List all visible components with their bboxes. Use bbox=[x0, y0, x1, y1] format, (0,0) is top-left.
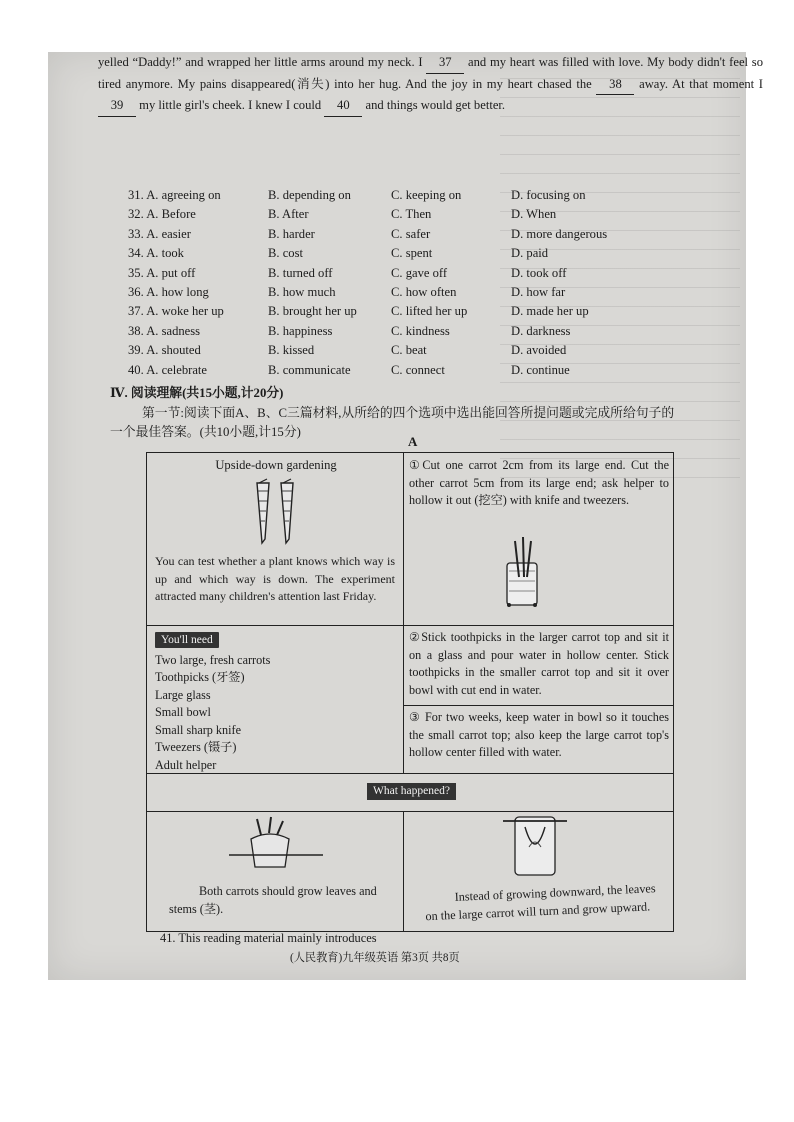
blank-40: 40 bbox=[324, 95, 362, 117]
option-a: 40. A. celebrate bbox=[128, 362, 208, 377]
question-41: 41. This reading material mainly introduces bbox=[160, 931, 377, 945]
option-b: B. cost bbox=[268, 246, 303, 261]
option-d: D. focusing on bbox=[511, 188, 586, 202]
option-row bbox=[128, 186, 728, 205]
option-d: D. continue bbox=[511, 362, 570, 377]
reading-heading: Upside-down gardening bbox=[215, 458, 337, 472]
option-c: C. keeping on bbox=[391, 188, 462, 202]
list-item: Two large, fresh carrots bbox=[155, 652, 271, 667]
section-title: Ⅳ. 阅读理解(共15小题,计20分) bbox=[110, 386, 284, 400]
list-item: Adult helper bbox=[155, 757, 217, 772]
option-a: 31. A. agreeing on bbox=[128, 188, 221, 202]
cloze-passage bbox=[50, 52, 763, 117]
table-divider bbox=[147, 811, 673, 812]
option-row bbox=[128, 225, 728, 244]
passage-text: yelled “Daddy!” and wrapped her little arms around my neck. I bbox=[98, 55, 427, 69]
blank-37: 37 bbox=[426, 52, 464, 74]
option-a: 37. A. woke her up bbox=[128, 304, 224, 319]
option-a: 32. A. Before bbox=[128, 207, 196, 222]
result1-text: Both carrots should grow leaves and stems (茎). bbox=[169, 884, 377, 916]
list-item: Toothpicks (牙签) bbox=[155, 670, 245, 684]
option-a: 36. A. how long bbox=[128, 284, 209, 299]
option-d: D. took off bbox=[511, 265, 567, 280]
answer-options bbox=[128, 186, 728, 380]
option-a: 34. A. took bbox=[128, 246, 184, 261]
passage-text: away. At that moment I bbox=[634, 76, 763, 91]
option-c: C. safer bbox=[391, 226, 431, 241]
carrot-pair-drawing-icon bbox=[245, 477, 305, 547]
blank-39: 39 bbox=[98, 95, 136, 117]
option-c: C. Then bbox=[391, 207, 432, 222]
option-row bbox=[128, 244, 728, 263]
step3-text: ③ For two weeks, keep water in bowl so it touches the small carrot top; also keep the large carrot top's hollow center filled with water. bbox=[409, 710, 669, 759]
toothpick-glass-drawing-icon bbox=[489, 531, 559, 611]
option-row bbox=[128, 264, 728, 283]
option-d: D. more dangerous bbox=[511, 226, 608, 241]
result2-text: Instead of growing downward, the leaves on the large carrot will turn and grow upward. bbox=[425, 881, 656, 923]
option-c: C. connect bbox=[391, 362, 445, 377]
option-a: 33. A. easier bbox=[128, 226, 191, 241]
passage-text: and things would get better. bbox=[362, 98, 506, 112]
list-item: Tweezers (镊子) bbox=[155, 740, 237, 754]
option-row bbox=[128, 322, 728, 341]
intro-cell bbox=[155, 457, 397, 623]
option-b: B. depending on bbox=[268, 188, 351, 202]
option-c: C. how often bbox=[391, 284, 457, 299]
needs-cell bbox=[155, 631, 399, 771]
page-footer: (人民教育)九年级英语 第3页 共8页 bbox=[290, 952, 460, 964]
needs-label: You'll need bbox=[155, 632, 219, 648]
option-row bbox=[128, 302, 728, 321]
option-c: C. beat bbox=[391, 343, 427, 358]
passage-letter: A bbox=[408, 434, 418, 449]
option-row bbox=[128, 361, 728, 380]
option-d: D. avoided bbox=[511, 343, 567, 358]
list-item: Small bowl bbox=[155, 705, 211, 719]
table-divider bbox=[147, 625, 673, 626]
step2-text: ②Stick toothpicks in the larger carrot top and sit it on a glass and pour water in hollow center. Stick toothpicks in the smaller carrot top and sit it over bowl with cut end in water. bbox=[409, 630, 669, 697]
table-divider bbox=[403, 705, 673, 706]
step1-text: ①Cut one carrot 2cm from its large end. Cut the other carrot 5cm from its large end; ask helper to hollow it out (挖空) with knife and tweezers. bbox=[409, 458, 669, 507]
needs-list bbox=[155, 652, 399, 775]
passage-text: my little girl's cheek. I knew I could bbox=[136, 98, 325, 112]
option-row bbox=[128, 341, 728, 360]
option-b: B. harder bbox=[268, 226, 315, 241]
list-item: Large glass bbox=[155, 687, 211, 702]
option-c: C. kindness bbox=[391, 323, 450, 338]
option-b: B. how much bbox=[268, 284, 336, 299]
reading-table bbox=[146, 452, 674, 932]
step2-cell bbox=[409, 629, 669, 703]
table-divider bbox=[403, 453, 404, 773]
option-c: C. gave off bbox=[391, 265, 448, 280]
carrot-in-glass-drawing-icon bbox=[489, 807, 579, 881]
result1-cell bbox=[151, 815, 401, 927]
option-row bbox=[128, 205, 728, 224]
option-b: B. After bbox=[268, 207, 309, 222]
option-d: D. darkness bbox=[511, 323, 571, 338]
option-row bbox=[128, 283, 728, 302]
option-b: B. kissed bbox=[268, 343, 315, 358]
option-a: 38. A. sadness bbox=[128, 323, 201, 338]
option-d: D. made her up bbox=[511, 304, 589, 319]
blank-38: 38 bbox=[596, 74, 634, 96]
step1-cell bbox=[409, 457, 669, 623]
option-b: B. brought her up bbox=[268, 304, 357, 319]
table-divider bbox=[403, 811, 404, 931]
list-item: Small sharp knife bbox=[155, 722, 241, 737]
option-b: B. happiness bbox=[268, 323, 333, 338]
option-a: 39. A. shouted bbox=[128, 343, 201, 358]
option-a: 35. A. put off bbox=[128, 265, 196, 280]
option-d: D. paid bbox=[511, 246, 549, 261]
option-c: C. lifted her up bbox=[391, 304, 468, 319]
intro-text: You can test whether a plant knows which way is up and which way is down. The experiment attracted many children's attention last Friday. bbox=[155, 554, 395, 603]
what-happened-label: What happened? bbox=[367, 783, 456, 800]
option-b: B. turned off bbox=[268, 265, 333, 280]
option-b: B. communicate bbox=[268, 362, 351, 377]
option-d: D. how far bbox=[511, 284, 566, 299]
section-instruction: 第一节:阅读下面A、B、C三篇材料,从所给的四个选项中选出能回答所提问题或完成所给句子的一个最佳答案。(共10小题,计15分) bbox=[110, 406, 675, 439]
carrot-in-bowl-drawing-icon bbox=[221, 815, 331, 879]
step3-cell bbox=[409, 709, 669, 771]
passage-text: and my heart was filled with love. My body didn't feel so tired anymore. My pains disappeared(消失) into her hug. And the joy in my heart chased the bbox=[98, 55, 763, 91]
option-d: D. When bbox=[511, 207, 557, 222]
result2-cell bbox=[409, 815, 669, 927]
option-c: C. spent bbox=[391, 246, 433, 261]
